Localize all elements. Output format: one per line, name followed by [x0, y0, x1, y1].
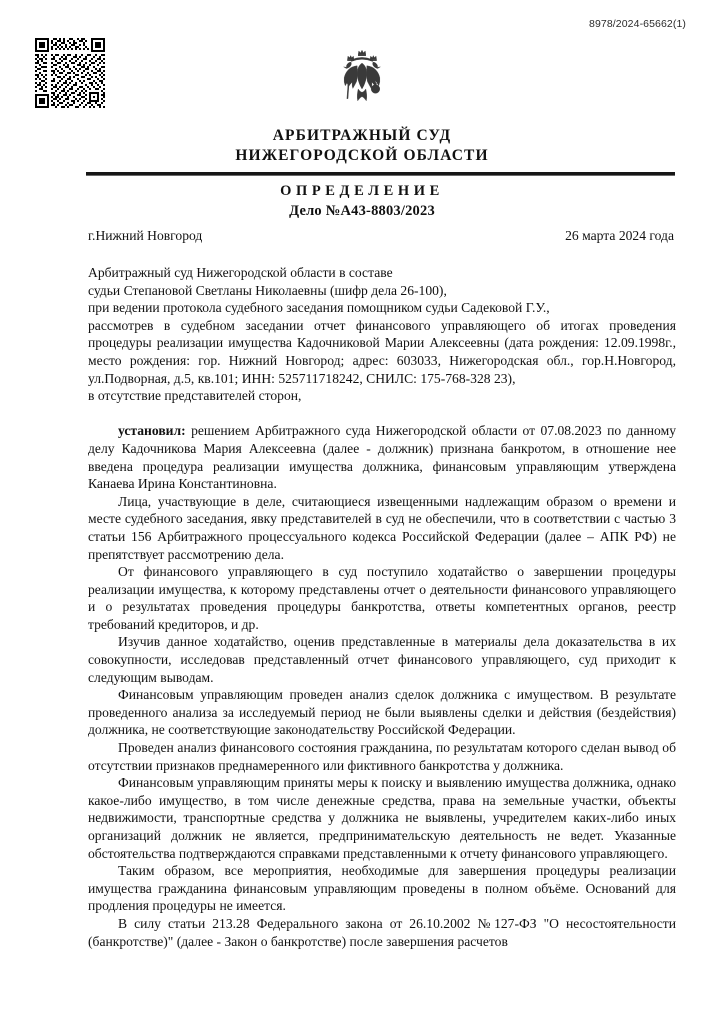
preamble-block [88, 264, 676, 405]
document-registration-number: 8978/2024-65662(1) [589, 18, 686, 30]
paragraph-5: Финансовым управляющим проведен анализ сделок должника с имуществом. В результате проведенного анализа за исследуемый период не были выявлены сделки и действия (бездействия) должника, не соответствующие законодательству Российской Федерации. [88, 687, 676, 738]
city-date-row [88, 228, 674, 244]
paragraph-7: Финансовым управляющим приняты меры к поиску и выявлению имущества должника, однако какое-либо имущество, в том числе денежные средства, права на земельные участки, объекты недвижимости, транспортные средства у должника не выявлены, учредителем каких-либо иных организаций должник не является, предпринимательскую деятельность не ведет. Указанные обстоятельства подтверждаются справками представленными к отчету финансового управляющего. [88, 775, 676, 861]
paragraph-4: Изучив данное ходатайство, оценив представленные в материалы дела доказательства в их совокупности, исследовав представленный отчет финансового управляющего, суд приходит к следующим выводам. [88, 634, 676, 685]
document-body [88, 264, 676, 950]
court-name [0, 126, 724, 166]
date-label: 26 марта 2024 года [565, 228, 674, 243]
city-label: г.Нижний Новгород [88, 228, 203, 243]
ustanovil-lead: установил: [118, 423, 186, 439]
preamble-line-2: судьи Степановой Светланы Николаевны (шифр дела 26-100), [88, 282, 447, 298]
header-divider [86, 172, 675, 176]
preamble-line-5: в отсутствие представителей сторон, [88, 388, 302, 404]
paragraph-3: От финансового управляющего в суд поступило ходатайство о завершении процедуры реализации имущества, к которому представлены отчет о деятельности финансового управляющего и о результатах проведения процедуры банкротства, ответы компетентных органов, реестр требований кредиторов, и др. [88, 564, 676, 632]
court-name-line-1: АРБИТРАЖНЫЙ СУД [272, 127, 452, 144]
paragraph-ustanovil [88, 422, 676, 492]
preamble-line-3: при ведении протокола судебного заседания помощником судьи Садековой Г.У., [88, 300, 550, 316]
document-title: ОПРЕДЕЛЕНИЕ [280, 183, 444, 199]
paragraph-9: В силу статьи 213.28 Федерального закона от 26.10.2002 №127-ФЗ "О несостоятельности (банкротстве)" (далее - Закон о банкротстве) после завершения расчетов [88, 915, 676, 949]
court-name-line-2: НИЖЕГОРОДСКОЙ ОБЛАСТИ [235, 147, 489, 164]
case-number: Дело №А43-8803/2023 [289, 203, 435, 219]
paragraph-8: Таким образом, все мероприятия, необходимые для завершения процедуры реализации имущества гражданина финансовым управляющим проведены в полном объёме. Оснований для продления процедуры не имеется. [88, 863, 676, 914]
preamble-line-1: Арбитражный суд Нижегородской области в составе [88, 265, 393, 280]
russian-coat-of-arms-icon [0, 48, 724, 115]
title-block [0, 182, 724, 221]
paragraph-2: Лица, участвующие в деле, считающиеся извещенными надлежащим образом о времени и месте судебного заседания, явку представителей в суд не обеспечили, что в соответствии с частью 3 статьи 156 Арбитражного процессуального кодекса Российской Федерации (далее – АПК РФ) не препятствует рассмотрению дела. [88, 493, 676, 562]
preamble-line-4: рассмотрев в судебном заседании отчет финансового управляющего об итогах проведения процедуры реализации имущества Кадочниковой Марии Алексеевны (дата рождения: 12.09.1998г., место рождения: гор. Нижний Новгород; адрес: 603033, Нижегородская обл., гор.Н.Новгород, ул.Подворная, д.5, кв.101; ИНН: 525711718242, СНИЛС: 175-768-328 23), [88, 317, 676, 386]
paragraph-1-text: решением Арбитражного суда Нижегородской области от 07.08.2023 по данному делу Кадочникова Мария Алексеевна (далее - должник) признана банкротом, в отношение нее введена процедура реализации имущества должника, финансовым управляющим утверждена Канаева Ирина Константиновна. [88, 423, 676, 492]
paragraph-6: Проведен анализ финансового состояния гражданина, по результатам которого сделан вывод об отсутствии признаков преднамеренного или фиктивного банкротства у должника. [88, 740, 676, 773]
